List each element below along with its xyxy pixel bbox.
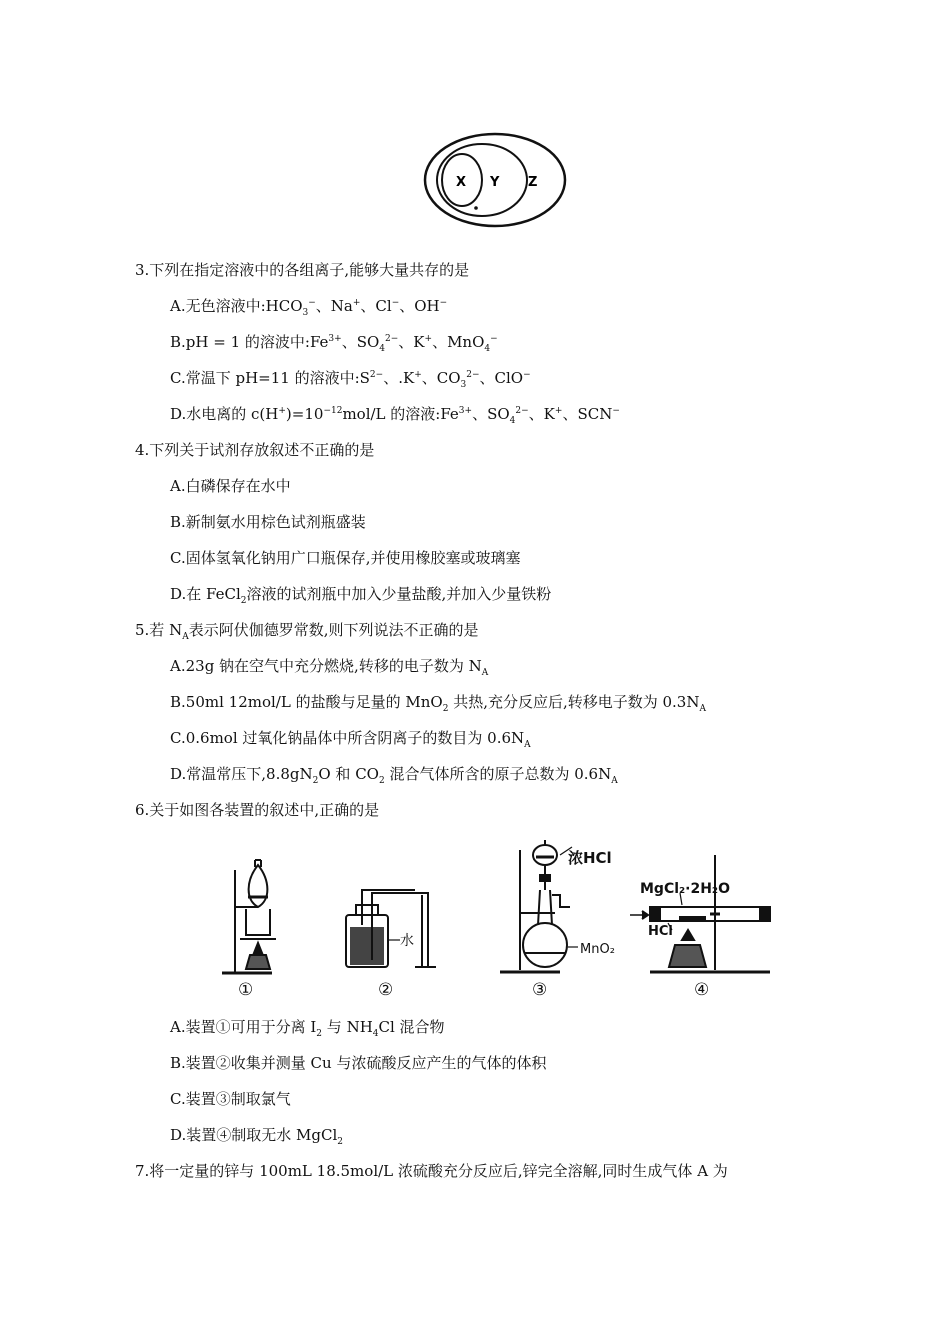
q5-option-a: A.23g 钠在空气中充分燃烧,转移的电子数为 $N_A$ [170,657,489,678]
q5-option-d: D.常温常压下$,8.8gN_2O$ 和 $CO_2$ 混合气体所含的原子总数为 $0.6N_A$ [170,765,618,786]
caption-2: ② [378,980,394,1000]
q6-option-a: A.装置①可用于分离 $I_2$ 与 $NH_4Cl$ 混合物 [170,1018,445,1039]
venn-diagram [420,130,570,230]
q4-stem: 4.下列关于试剂存放叙述不正确的是 [135,441,375,459]
q5-stem: 5.若 $N_A$表示阿伏伽德罗常数,则下列说法不正确的是 [135,621,479,642]
q4-option-b: B.新制氨水用棕色试剂瓶盛装 [170,513,366,531]
venn-z: Z [528,175,538,190]
apparatus-1 [222,860,276,973]
caption-3: ③ [532,980,548,1000]
apparatus-3 [500,840,578,972]
label-mno2: MnO₂ [580,942,615,957]
apparatus-4 [630,855,770,972]
q3-option-a: A.无色溶液中$:HCO_3^-$、Na+、Cl−、OH− [170,297,448,318]
q3-option-c: C.常温下 pH=11 的溶液中$:S^{2-}$、.K+、$CO_3^{2-}$、ClO− [170,369,531,390]
q6-option-b: B.装置②收集并测量 Cu 与浓硫酸反应产生的气体的体积 [170,1054,547,1072]
q6-stem: 6.关于如图各装置的叙述中,正确的是 [135,801,380,819]
caption-1: ① [238,980,254,1000]
label-hcl: HCl [648,924,673,939]
q5-option-c: C.0.6mol 过氧化钠晶体中所含阴离子的数目为 $0.6N_A$ [170,729,531,750]
q3-option-d: D.水电离的 $c(H^+)=10^{-12}mol/L$ 的溶液$:Fe^{3+}$、$SO_4^{2-}$、K+、SCN− [170,405,620,426]
caption-4: ④ [694,980,710,1000]
venn-x: X [456,175,467,190]
q4-option-a: A.白磷保存在水中 [170,477,291,495]
q4-option-d: D.在 FeCl$_2$溶液的试剂瓶中加入少量盐酸,并加入少量铁粉 [170,585,552,606]
apparatus-figure [210,835,790,1000]
venn-y: Y [490,175,500,190]
label-mgcl2: MgCl₂·2H₂O [640,881,730,897]
q7-stem: 7.将一定量的锌与 100mL 18.5mol/L 浓硫酸充分反应后,锌完全溶解,同时生成气体 A 为 [135,1162,728,1180]
label-hcl-conc: 浓HCl [568,849,612,867]
q5-option-b: B.50ml 12mol/L 的盐酸与足量的 MnO$_2$ 共热,充分反应后,转移电子数为 $0.3N_A$ [170,693,706,714]
apparatus-2 [346,890,436,967]
q3-option-b: B.pH = 1 的溶波中$:Fe^{3+}$、$SO_4^{2-}$、K+、MnO$_4$− [170,333,498,354]
q4-option-c: C.固体氢氧化钠用广口瓶保存,并使用橡胶塞或玻璃塞 [170,549,521,567]
label-water: 水 [400,933,414,949]
q3-stem: 3.下列在指定溶液中的各组离子,能够大量共存的是 [135,261,470,279]
q6-option-d: D.装置④制取无水 MgCl$_2$ [170,1126,343,1147]
q6-option-c: C.装置③制取氯气 [170,1090,291,1108]
